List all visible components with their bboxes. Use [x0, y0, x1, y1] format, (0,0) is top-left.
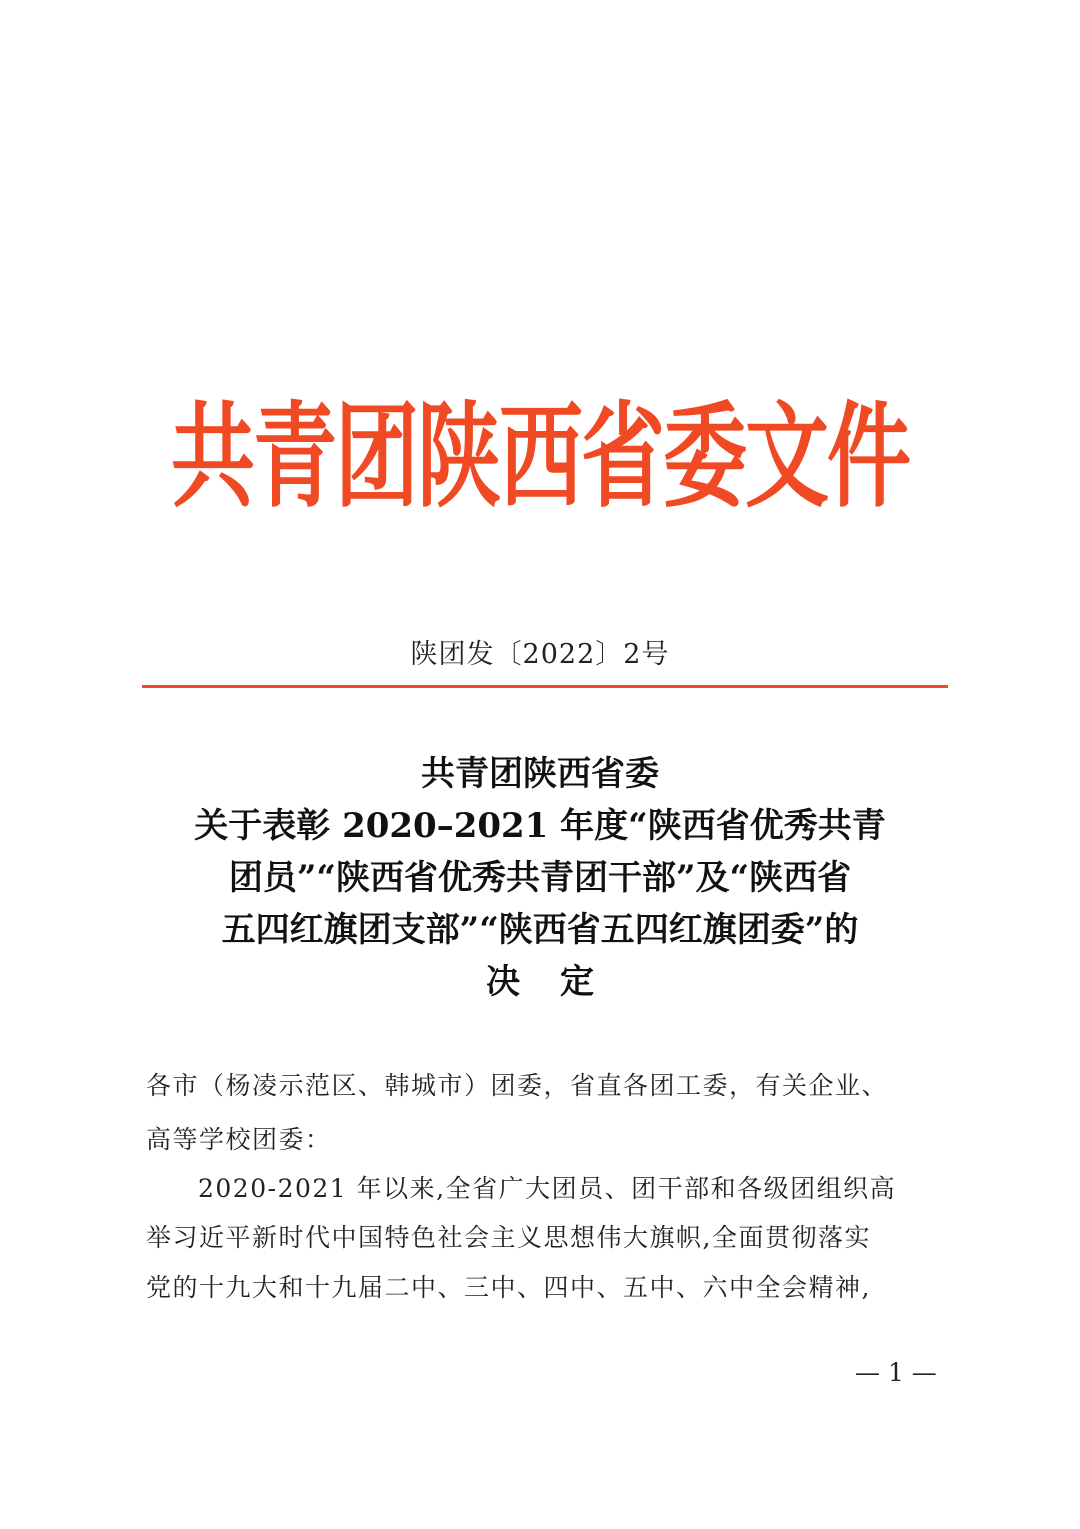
- title-line-3: 团员”“陕西省优秀共青团干部”及“陕西省: [228, 858, 852, 898]
- document-title: [130, 748, 950, 1008]
- title-line-issuer: 共青团陕西省委: [421, 754, 659, 794]
- body-line-addressees-cont: 高等学校团委：: [146, 1125, 332, 1154]
- body-line-addressees: 各市（杨凌示范区、韩城市）团委，省直各团工委，有关企业、: [146, 1071, 889, 1100]
- document-number: 陕团发〔2022〕2号: [410, 639, 670, 670]
- body-paragraph-line-1: 2020-2021 年以来,全省广大团员、团干部和各级团组织高: [198, 1174, 897, 1203]
- title-line-2: 关于表彰 2020–2021 年度“陕西省优秀共青: [194, 806, 886, 846]
- document-masthead: 共青团陕西省委文件: [170, 390, 909, 524]
- body-paragraph-line-2: 举习近平新时代中国特色社会主义思想伟大旗帜,全面贯彻落实: [146, 1223, 871, 1252]
- title-line-decision: 决定: [486, 962, 634, 1002]
- page-number: — 1 —: [855, 1358, 937, 1387]
- red-separator-line: [142, 685, 948, 688]
- body-paragraph-line-3: 党的十九大和十九届二中、三中、四中、五中、六中全会精神,: [146, 1273, 871, 1302]
- title-line-4: 五四红旗团支部”“陕西省五四红旗团委”的: [221, 910, 859, 950]
